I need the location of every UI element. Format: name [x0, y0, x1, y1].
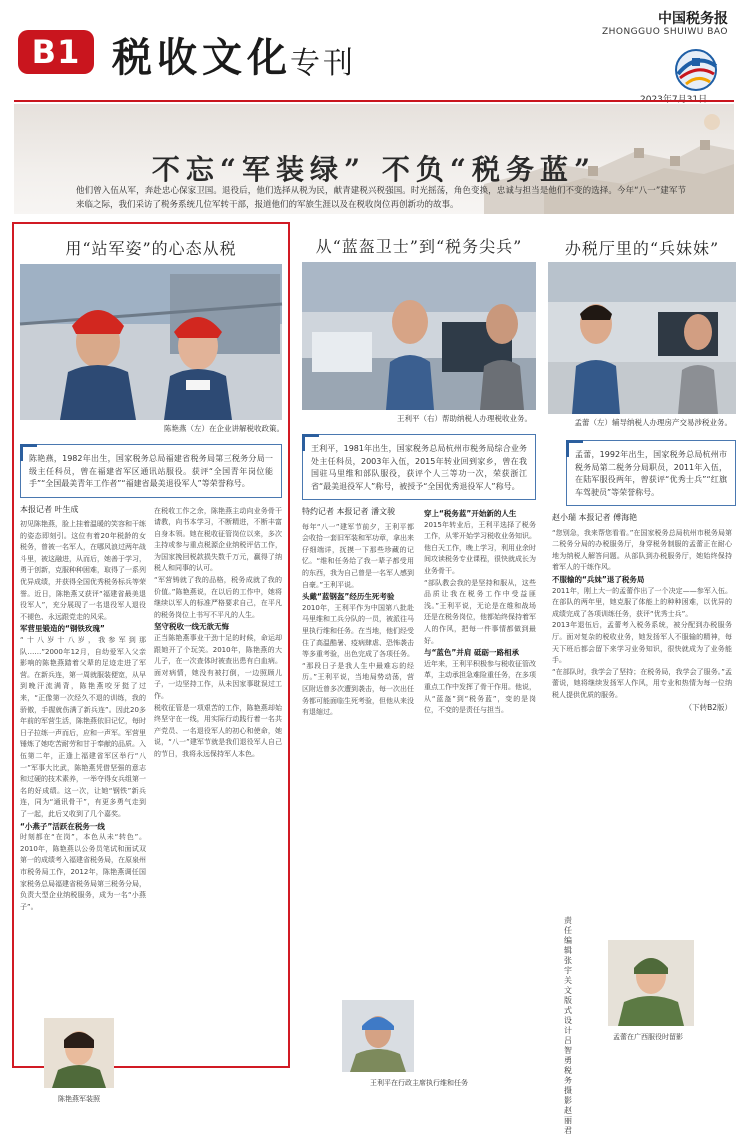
soldier-portrait [44, 1018, 114, 1088]
soldier-portrait [608, 940, 694, 1026]
page-subtitle: 专刊 [290, 46, 356, 81]
page-title: 税收文化 [112, 34, 292, 81]
article-photo [548, 262, 736, 414]
tax-emblem-logo-icon [664, 44, 734, 94]
paragraph: 2015年转业后，王利平选择了税务工作，从零开始学习税收业务知识。他白天工作，晚上学习，利用业余时间攻读税务专业课程，很快就成长为业务骨干。 [424, 520, 536, 575]
paragraph: 初见陈艳燕，脸上挂着温暖的笑容和干练的姿态即刻引。这位有着20年税龄的女税务，曾被一名军人，在哪风浪过两年战斗里，被这融进，从而后，她善于学习，勇于创新，克服种种困难，取得了一系列优异成绩，并获得全国优秀税务标兵等荣誉。近日，陈艳燕又获评“福建省最美退役军人”，充分展现了一名退役军人退役不褪色、永远跟党走的风采。 [20, 520, 146, 621]
section-badge: B1 [18, 30, 94, 74]
byline: 本报记者 叶生成 [20, 504, 79, 514]
portrait-caption: 陈艳燕军装照 [58, 1094, 100, 1103]
paragraph: 2011年，刚上大一的孟蕾作出了一个决定——参军入伍。在部队的两年里，她克服了体能上的种种困难，以优异的成绩完成了各项训练任务，获评“优秀士兵”。 [552, 586, 732, 618]
profile-text: 王利平，1981年出生，国家税务总局杭州市税务局综合业务处主任科员，2003年入伍，2015年转业回到家乡，曾在我国驻马里维和部队服役，获评个人三等功一次，荣获浙江省“最美退役军人”称号，被授予“全国优秀退役军人”称号。 [311, 444, 527, 491]
byline: 赵小瑞 本报记者 傅海艳 [552, 513, 638, 522]
header-rule [14, 100, 734, 102]
editor-credit: 责任编辑 张宇 关文 版式设计 吕智勇 税务摄影 赵丽君 [564, 916, 572, 1135]
article-meng-lei [548, 222, 736, 1135]
paragraph: 2013年退伍后，孟蕾考入税务系统，被分配到办税服务厅。面对复杂的税收业务，她发扬军人不服输的精神，每天下班后都会留下来学习业务知识，很快就成为了业务能手。 [552, 621, 732, 665]
service-hall-photo [302, 262, 536, 410]
subheading: 头戴“蓝钢盔”经历生死考验 [302, 592, 395, 602]
paragraph: “您别急，我来帮您看看。”在国家税务总局杭州市税务局第二税务分局的办税服务厅，身穿税务制服的孟蕾正在耐心地为纳税人解答问题。从部队到办税服务厅，她始终保持着军人的干练作风。 [552, 528, 732, 572]
paragraph: 每年“八一”建军节前夕，王利平都会收拾一套旧军装和军功章，拿出来仔细端详，抚摸一下那些珍藏的记忆。“维和任务给了我一辈子都受用的东西，我为自己曾是一名军人感到自豪。”王利平说。 [302, 522, 414, 589]
paragraph: 近年来，王利平积极参与税收征管改革，主动承担急难险重任务，在多项重点工作中发挥了骨干作用。他说，从“蓝盔”到“税务蓝”，变的是岗位，不变的是责任与担当。 [424, 659, 536, 715]
feature-intro: 他们曾入伍从军，奔赴忠心保家卫国。退役后，他们选择从税为民，献青建税兴税强国。时光摇荡，角色变换，忠诚与担当是他们不变的选择。今年“八一”建军节来临之际，我们采访了税务系统几位军转干部，报道他们的军旅生涯以及在税收岗位再创新功的故事。 [76, 186, 686, 210]
subheading: 与“蓝色”并肩 砥砺一路相承 [424, 648, 519, 658]
article-title: 从“蓝盔卫士”到“税务尖兵” [315, 237, 523, 256]
paragraph: “部队教会我的是坚持和服从，这些品质让我在税务工作中受益匪浅。”王利平说，无论是在维和战场还是在税务岗位，他都始终保持着军人的作风，把每一件事情都做到最好。 [424, 578, 536, 645]
subheading: 不服输的“兵妹”退了税务局 [552, 574, 645, 584]
profile-box [20, 444, 282, 498]
article-title: 办税厅里的“兵妹妹” [564, 239, 720, 258]
paragraph: 正当陈艳燕事业干劲十足的时候，命运却跟她开了个玩笑。2010年，陈艳燕的大儿子，在一次查体时被查出患有白血病。面对病情，她没有被打倒，一边照顾儿子，一边坚持工作，从未因家事耽误过工作。 [154, 634, 282, 700]
paragraph: 税收征管是一项艰苦的工作，陈艳燕却始终坚守在一线，用实际行动践行着一名共产党员、一名退役军人的初心和使命，她说，“八一”建军节就是我们退役军人自己的节日，我将永远保持军人本色。 [154, 703, 282, 758]
paragraph: 2010年，王利平作为中国第八批赴马里维和工兵分队的一员，被派往马里执行维和任务。在当地，他们经受住了高温酷暑、疫病肆虐、恐怖袭击等多重考验，出色完成了各项任务。 [302, 603, 414, 659]
article-body [14, 498, 288, 1108]
body-right-column [154, 506, 282, 1106]
newspaper-name: 中国税务报 [658, 11, 728, 27]
profile-box [566, 440, 736, 506]
subheading: 穿上“税务蓝”开始新的人生 [424, 509, 517, 518]
officers-photo [20, 264, 282, 420]
article-body [548, 506, 736, 1135]
paragraph: “军营铸就了我的品格，税务成就了我的价值。”陈艳燕说，在以后的工作中，她将继续以军人的标准严格要求自己，在平凡的税务岗位上书写不平凡的人生。 [154, 576, 282, 619]
paragraph: “在部队时，我学会了坚持；在税务局，我学会了服务。”孟蕾说，她将继续发扬军人作风，用专业和热情为每一位纳税人提供优质的服务。 [552, 667, 732, 699]
portrait-photo [44, 1018, 114, 1088]
body-right-column [424, 508, 536, 1028]
article-title: 用“站军姿”的心态从税 [65, 239, 237, 258]
profile-box [302, 434, 536, 500]
byline: 特约记者 本报记者 潘文骏 [302, 507, 396, 516]
subheading: 坚守税收一线无欲无悔 [154, 622, 229, 632]
subheading: 军营里锻造的“钢铁玫瑰” [20, 624, 105, 634]
profile-text: 陈艳燕，1982年出生，国家税务总局福建省税务局第三税务分局一级主任科员，曾在福建省军区通讯站服役。获评“全国青年岗位能手”“全国最美青年工作者”“福建省最美退役军人”等荣誉称号。 [29, 454, 273, 488]
portrait-photo [608, 940, 694, 1026]
photo-caption: 陈艳燕（左）在企业讲解税收政策。 [164, 424, 284, 433]
portrait-caption: 王利平在行政主席执行维和任务 [370, 1079, 468, 1087]
paragraph: 在税收工作之余，陈艳燕主动向业务骨干请教，向书本学习，不断精进，不断丰富自身本领。她在税收征管岗位以来，多次主持或参与重点税源企业纳税评估工作，为国家挽回税款损失数千万元，赢得了纳税人和同事的认可。 [154, 506, 282, 573]
body-left-column [20, 498, 146, 1106]
article-body [302, 500, 536, 1100]
subheading: “小燕子”活跃在税务一线 [20, 821, 105, 831]
paragraph: “那段日子是我人生中最难忘的经历。”王利平说，当地局势动荡，营区附近曾多次遭到袭击，每一次出任务都可能面临生死考验，但他从来没有退缩过。 [302, 661, 414, 717]
portrait-photo [342, 1000, 414, 1072]
photo-caption: 王利平（右）帮助纳税人办理税收业务。 [397, 414, 532, 423]
peacekeeper-portrait [342, 1000, 414, 1072]
body-column [552, 506, 732, 936]
article-wang-liping [302, 222, 536, 1087]
profile-text: 孟蕾，1992年出生，国家税务总局杭州市税务局第二税务分局职员，2011年入伍，在陆军服役两年，曾获评“优秀士兵”“红旗车驾驶员”等荣誉称号。 [575, 450, 727, 497]
counter-service-photo [548, 262, 736, 414]
continued-note: （下转B2版） [684, 702, 732, 712]
article-photo [20, 264, 282, 420]
portrait-caption: 孟蕾在广西服役时留影 [613, 1033, 683, 1041]
masthead [0, 0, 748, 108]
article-photo [302, 262, 536, 410]
article-chen-yanyan [12, 222, 290, 1103]
paragraph: “十八岁十八岁，我参军到那队……”2000年12月，自幼爱军入父亲影响的陈艳燕踏着父辈的足迹走进了军营。在新兵连，第一周就服装便宽，从早到晚汗流满背，陈艳燕咬牙挺了过来，“正像第一次经久不退的训练，我的骄傲，手握就伤满了新兵连”。因此20多年前的军营生活，陈艳燕依旧记忆，每时日子拉练一声而后，应和一声军。军营里锤炼了她吃苦耐劳和甘于奉献的品质。入伍第二年，正逢上福建省军区举行“八一”军事大比武，陈艳燕凭借坚强的意志和过硬的技术素养，一举夺得女兵组第一名的好成绩。这一次，让她“钢铁”新兵连，同为“通讯骨干”，有更多勇气走到了一起，此后又收到了几个嘉奖。 [20, 636, 146, 818]
newspaper-pinyin: ZHONGGUO SHUIWU BAO [601, 27, 728, 37]
paragraph: 时刻都在“在岗”，本色从未“转色”。2010年，陈艳燕以公务员笔试和面试双第一的成绩考入福建省税务局，在原泉州市税务局工作，2012年，陈艳燕调任国家税务总局福建省税务局第三税务分局，负责大型企业纳税服务，成为一名“小燕子”。 [20, 833, 146, 911]
photo-caption: 孟蕾（左）辅导纳税人办理房产交易涉税业务。 [574, 418, 732, 427]
feature-headline: 不忘“军装绿” 不负“税务蓝” [151, 153, 597, 186]
